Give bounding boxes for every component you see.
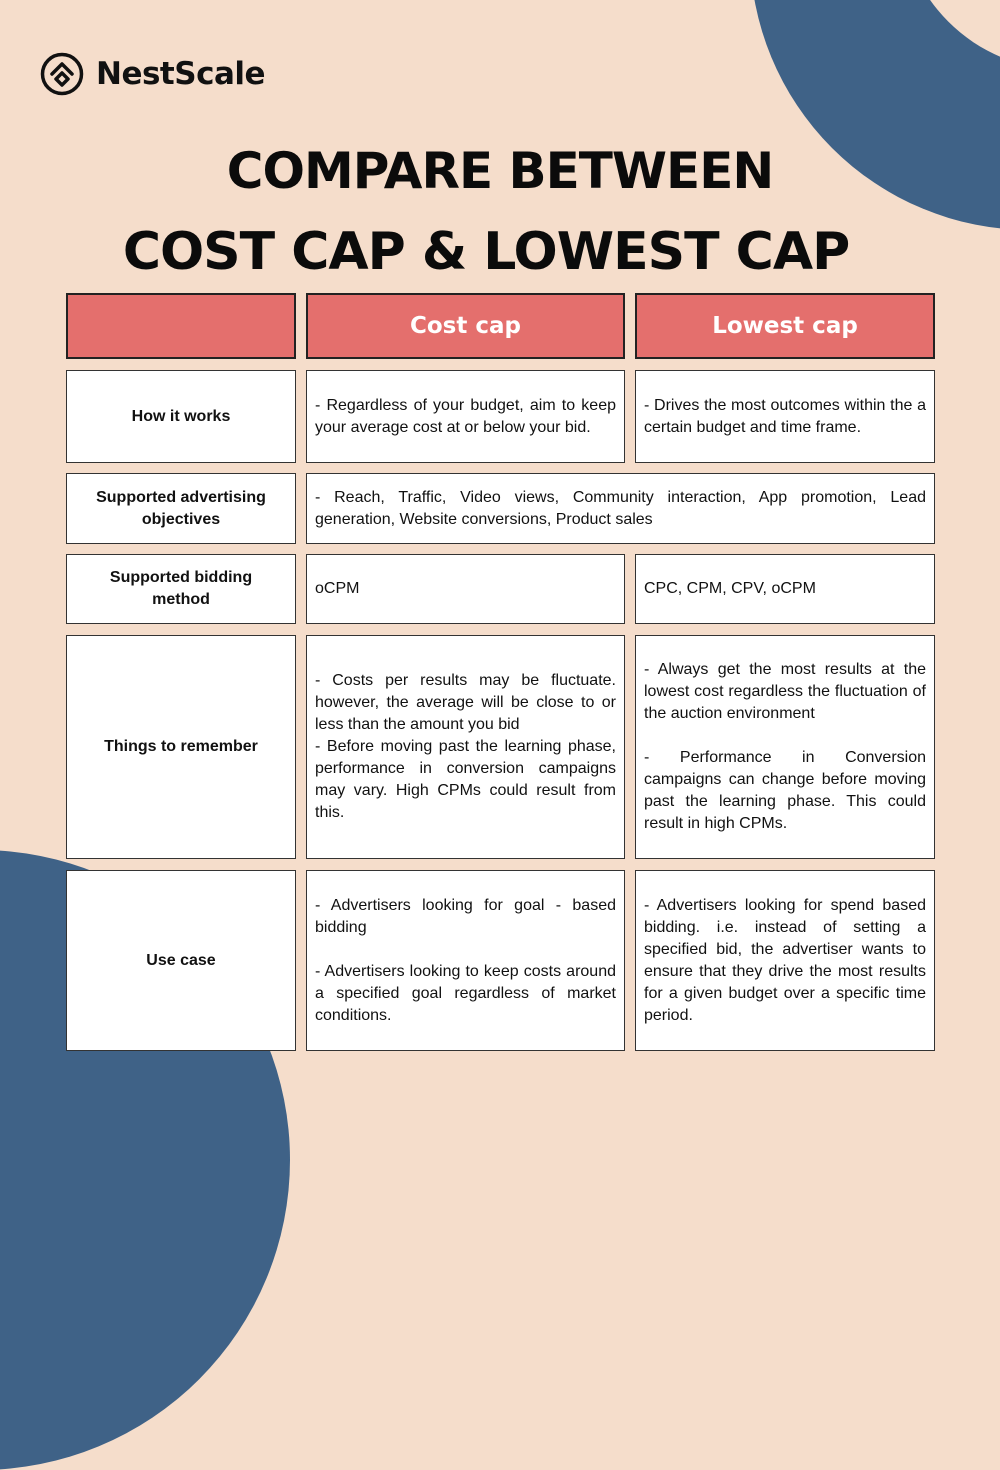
brand-logo — [40, 52, 265, 96]
cell-text: - Regardless of your budget, aim to keep your average cost at or below your bid. — [315, 396, 616, 436]
nestscale-logo-icon — [40, 52, 84, 96]
cell-text: - Advertisers looking for spend based bidding. i.e. instead of setting a specified bid, the advertiser wants to ensure that they drive the most results for a given budget over a specific time period. — [644, 896, 926, 1024]
brand-name: NestScale — [96, 56, 266, 92]
row-label-bidding: Supported bidding method — [66, 554, 296, 624]
cell-cost-cap-remember — [306, 635, 625, 859]
row-label-how-it-works: How it works — [66, 370, 296, 463]
cell-lowest-cap-how-it-works — [635, 370, 935, 463]
cell-text: - Advertisers looking to keep costs around a specified goal regardless of market conditions. — [315, 962, 616, 1024]
page-title-line-1: COMPARE BETWEEN — [226, 142, 774, 200]
cell-text: - Advertisers looking for goal - based bidding — [315, 896, 616, 936]
cell-text: oCPM — [315, 580, 360, 597]
cell-text: - Always get the most results at the lowest cost regardless the fluctuation of the auction environment — [644, 661, 926, 722]
header-cost-cap: Cost cap — [306, 293, 625, 359]
header-lowest-cap: Lowest cap — [635, 293, 935, 359]
row-label-remember: Things to remember — [66, 635, 296, 859]
cell-cost-cap-bidding — [306, 554, 625, 624]
page-title-line-2: COST CAP & LOWEST CAP — [122, 222, 850, 282]
cell-text: - Reach, Traffic, Video views, Community interaction, App promotion, Lead generation, Website conversions, Product sales — [315, 488, 926, 528]
cell-text: - Performance in Conversion campaigns can change before moving past the learning phase. This could result in high CPMs. — [644, 749, 926, 832]
cell-cost-cap-use-case — [306, 870, 625, 1051]
row-label-use-case: Use case — [66, 870, 296, 1051]
header-empty-cell — [66, 293, 296, 359]
cell-text: - Before moving past the learning phase, performance in conversion campaigns may vary. High CPMs could result from this. — [315, 738, 616, 821]
cell-objectives-merged — [306, 473, 935, 544]
cell-lowest-cap-use-case — [635, 870, 935, 1051]
cell-lowest-cap-remember — [635, 635, 935, 859]
cell-text: - Costs per results may be fluctuate. however, the average will be close to or less than the amount you bid — [315, 672, 616, 733]
cell-text: - Drives the most outcomes within the a certain budget and time frame. — [644, 396, 926, 436]
cell-text: CPC, CPM, CPV, oCPM — [644, 580, 816, 597]
row-label-objectives: Supported advertising objectives — [66, 473, 296, 544]
cell-lowest-cap-bidding — [635, 554, 935, 624]
cell-cost-cap-how-it-works — [306, 370, 625, 463]
